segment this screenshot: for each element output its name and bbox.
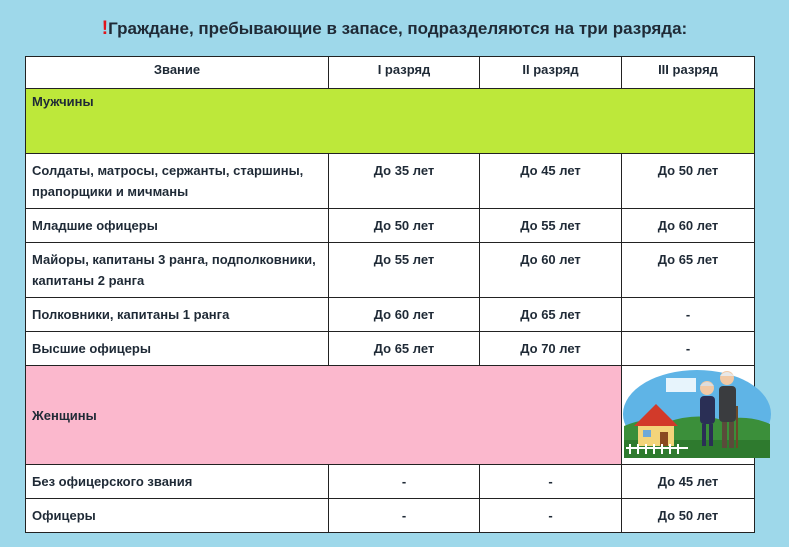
rank-cell: Без офицерского звания bbox=[26, 465, 329, 499]
table-row bbox=[26, 243, 755, 298]
rank-cell: Полковники, капитаны 1 ранга bbox=[26, 298, 329, 332]
category-3-cell: - bbox=[622, 332, 755, 366]
page-title bbox=[0, 18, 789, 40]
table-header-row bbox=[26, 57, 755, 89]
category-2-cell: До 60 лет bbox=[480, 243, 622, 298]
rank-cell: Высшие офицеры bbox=[26, 332, 329, 366]
reserve-categories-table bbox=[25, 56, 755, 533]
category-1-cell: - bbox=[329, 499, 480, 533]
category-1-cell: До 60 лет bbox=[329, 298, 480, 332]
women-section-row bbox=[26, 366, 755, 465]
table-row bbox=[26, 209, 755, 243]
category-3-cell: До 45 лет bbox=[622, 465, 755, 499]
category-3-cell: До 60 лет bbox=[622, 209, 755, 243]
category-2-cell: До 65 лет bbox=[480, 298, 622, 332]
category-1-cell: До 50 лет bbox=[329, 209, 480, 243]
category-2-cell: До 70 лет bbox=[480, 332, 622, 366]
category-2-cell: - bbox=[480, 465, 622, 499]
category-3-cell: - bbox=[622, 298, 755, 332]
category-1-cell: - bbox=[329, 465, 480, 499]
header-rank: Звание bbox=[26, 57, 329, 89]
men-section-label: Мужчины bbox=[26, 89, 755, 154]
elderly-couple-image bbox=[622, 366, 755, 465]
table-row bbox=[26, 332, 755, 366]
category-2-cell: До 45 лет bbox=[480, 154, 622, 209]
header-category-1: I разряд bbox=[329, 57, 480, 89]
category-2-cell: - bbox=[480, 499, 622, 533]
category-1-cell: До 35 лет bbox=[329, 154, 480, 209]
category-1-cell: До 55 лет bbox=[329, 243, 480, 298]
table-row bbox=[26, 298, 755, 332]
rank-cell: Младшие офицеры bbox=[26, 209, 329, 243]
elderly-couple-illustration bbox=[622, 366, 772, 458]
women-section-label: Женщины bbox=[26, 366, 622, 465]
table-row bbox=[26, 154, 755, 209]
category-3-cell: До 50 лет bbox=[622, 154, 755, 209]
exclamation-icon: ! bbox=[101, 18, 109, 39]
category-3-cell: До 50 лет bbox=[622, 499, 755, 533]
page-title-text: Граждане, пребывающие в запасе, подразделяются на три разряда: bbox=[108, 19, 688, 38]
category-1-cell: До 65 лет bbox=[329, 332, 480, 366]
rank-cell: Солдаты, матросы, сержанты, старшины, прапорщики и мичманы bbox=[26, 154, 329, 209]
header-category-2: II разряд bbox=[480, 57, 622, 89]
category-3-cell: До 65 лет bbox=[622, 243, 755, 298]
table-row bbox=[26, 465, 755, 499]
category-2-cell: До 55 лет bbox=[480, 209, 622, 243]
header-category-3: III разряд bbox=[622, 57, 755, 89]
rank-cell: Офицеры bbox=[26, 499, 329, 533]
rank-cell: Майоры, капитаны 3 ранга, подполковники, капитаны 2 ранга bbox=[26, 243, 329, 298]
men-section-row bbox=[26, 89, 755, 154]
table-row bbox=[26, 499, 755, 533]
